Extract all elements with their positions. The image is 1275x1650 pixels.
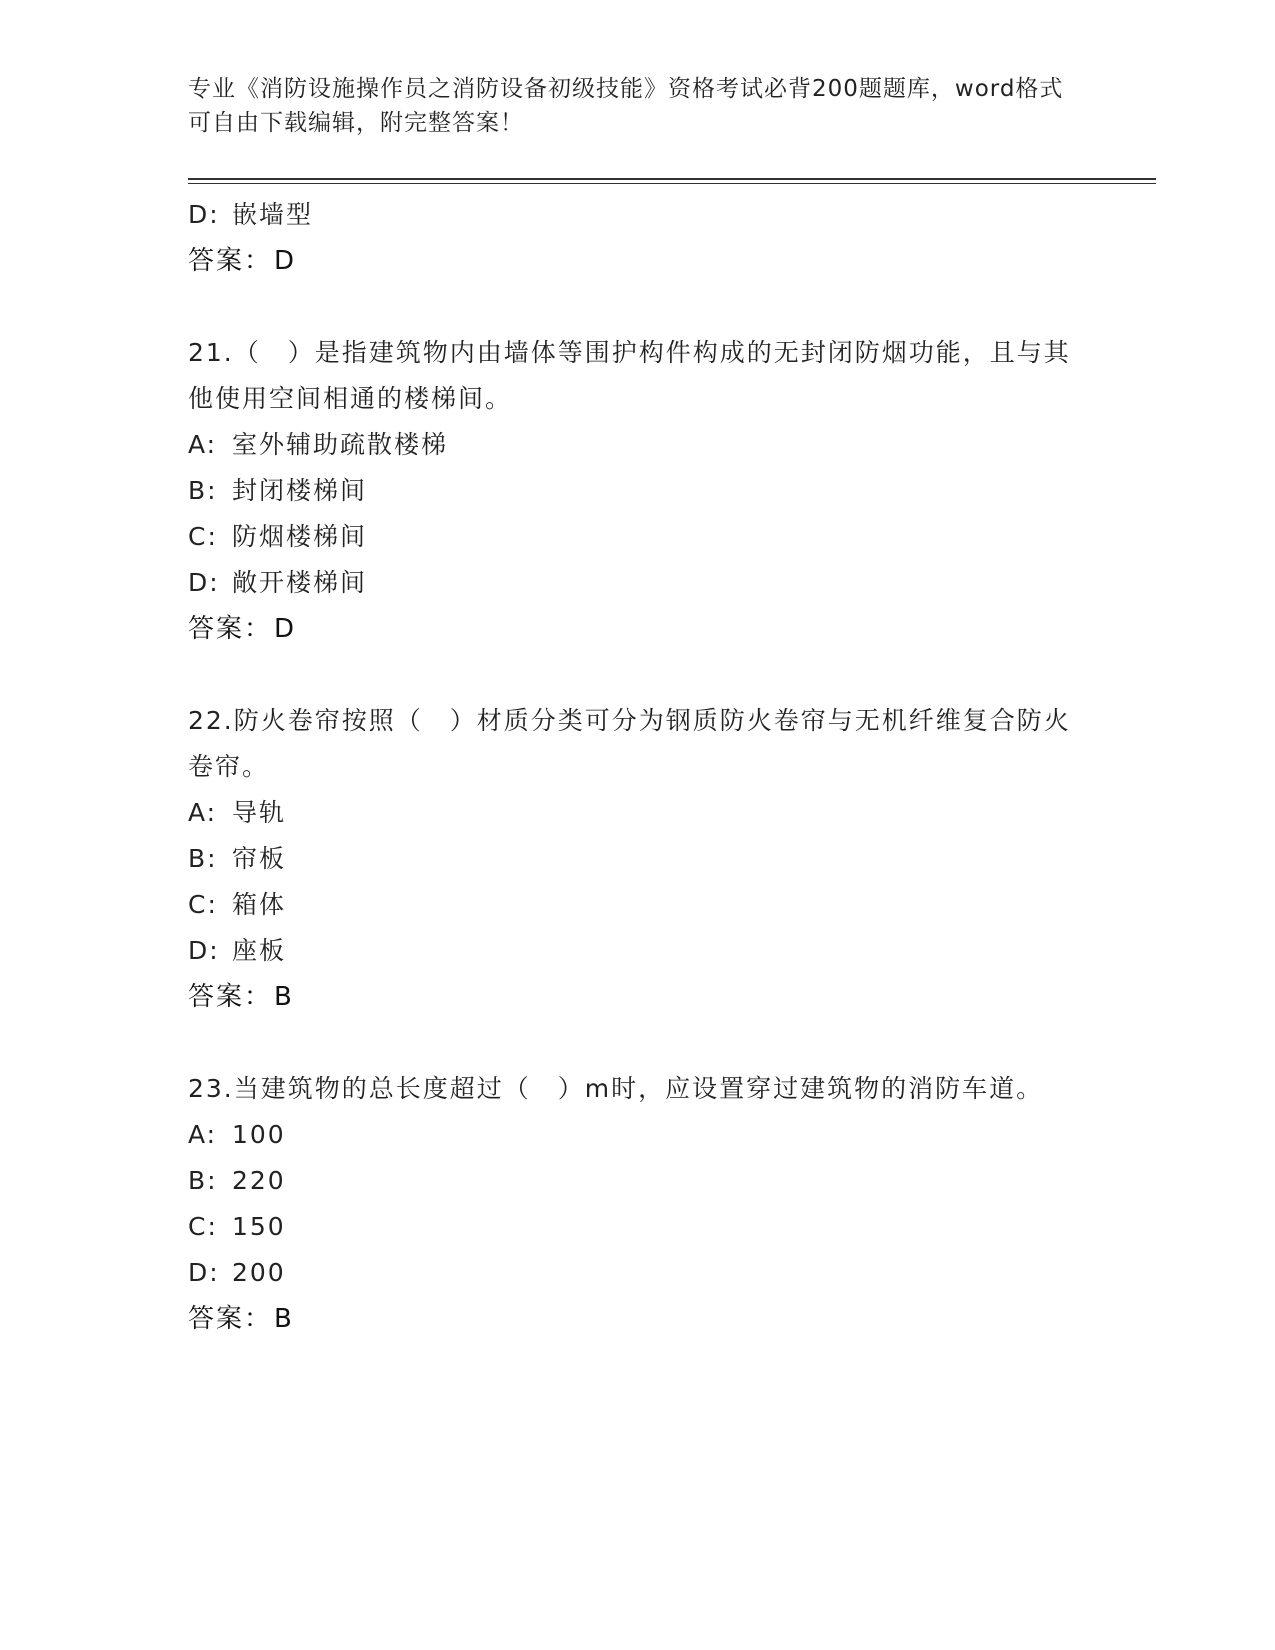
option-b (188, 468, 1088, 514)
option-text: 150 (232, 1212, 286, 1241)
option-key: D: (188, 200, 220, 229)
document-body (188, 192, 1088, 1342)
option-text: 嵌墙型 (232, 200, 314, 229)
option-a (188, 790, 1088, 836)
question-22-stem (188, 698, 1088, 790)
question-23-stem (188, 1066, 1088, 1112)
option-a (188, 1112, 1088, 1158)
spacer (188, 1020, 1088, 1066)
answer-label: 答案： (188, 982, 273, 1012)
answer-line (188, 974, 1088, 1020)
answer-line (188, 238, 1088, 284)
answer-line (188, 606, 1088, 652)
option-text: 防烟楼梯间 (232, 522, 368, 551)
option-d (188, 560, 1088, 606)
option-key: A: (188, 430, 218, 459)
option-a (188, 422, 1088, 468)
option-text: 200 (232, 1258, 286, 1287)
option-key: C: (188, 522, 218, 551)
option-key: A: (188, 798, 218, 827)
option-text: 100 (232, 1120, 286, 1149)
question-text: 当建筑物的总长度超过（ ）m时，应设置穿过建筑物的消防车道。 (233, 1074, 1044, 1103)
option-key: C: (188, 890, 218, 919)
document-header-title: 专业《消防设施操作员之消防设备初级技能》资格考试必背200题题库，word格式可自由下载编辑，附完整答案！ (188, 76, 1064, 136)
answer-value: B (274, 982, 294, 1012)
answer-value: D (274, 246, 297, 276)
option-b (188, 836, 1088, 882)
question-text: （ ）是指建筑物内由墙体等围护构件构成的无封闭防烟功能，且与其他使用空间相通的楼梯间。 (188, 338, 1071, 413)
option-c (188, 882, 1088, 928)
option-text: 座板 (232, 936, 287, 965)
question-text: 防火卷帘按照（ ）材质分类可分为钢质防火卷帘与无机纤维复合防火卷帘。 (188, 706, 1071, 781)
question-21-stem (188, 330, 1088, 422)
question-number: 23. (188, 1074, 234, 1103)
answer-value: D (274, 614, 297, 644)
option-text: 封闭楼梯间 (232, 476, 368, 505)
option-key: B: (188, 476, 218, 505)
spacer (188, 284, 1088, 330)
answer-label: 答案： (188, 1304, 273, 1334)
option-d (188, 192, 1088, 238)
option-key: A: (188, 1120, 218, 1149)
option-d (188, 1250, 1088, 1296)
header-divider-secondary (188, 183, 1156, 184)
answer-label: 答案： (188, 614, 273, 644)
option-text: 室外辅助疏散楼梯 (232, 430, 449, 459)
option-key: B: (188, 844, 218, 873)
header-divider (188, 178, 1156, 180)
option-text: 敞开楼梯间 (232, 568, 368, 597)
option-d (188, 928, 1088, 974)
option-c (188, 514, 1088, 560)
option-b (188, 1158, 1088, 1204)
option-key: C: (188, 1212, 218, 1241)
option-text: 帘板 (232, 844, 287, 873)
option-text: 导轨 (232, 798, 287, 827)
answer-value: B (274, 1304, 294, 1334)
option-text: 220 (232, 1166, 286, 1195)
answer-line (188, 1296, 1088, 1342)
answer-label: 答案： (188, 246, 273, 276)
spacer (188, 652, 1088, 698)
option-key: D: (188, 936, 220, 965)
option-c (188, 1204, 1088, 1250)
option-key: D: (188, 568, 220, 597)
question-number: 22. (188, 706, 234, 735)
option-key: D: (188, 1258, 220, 1287)
question-number: 21. (188, 338, 234, 367)
option-text: 箱体 (232, 890, 287, 919)
option-key: B: (188, 1166, 218, 1195)
